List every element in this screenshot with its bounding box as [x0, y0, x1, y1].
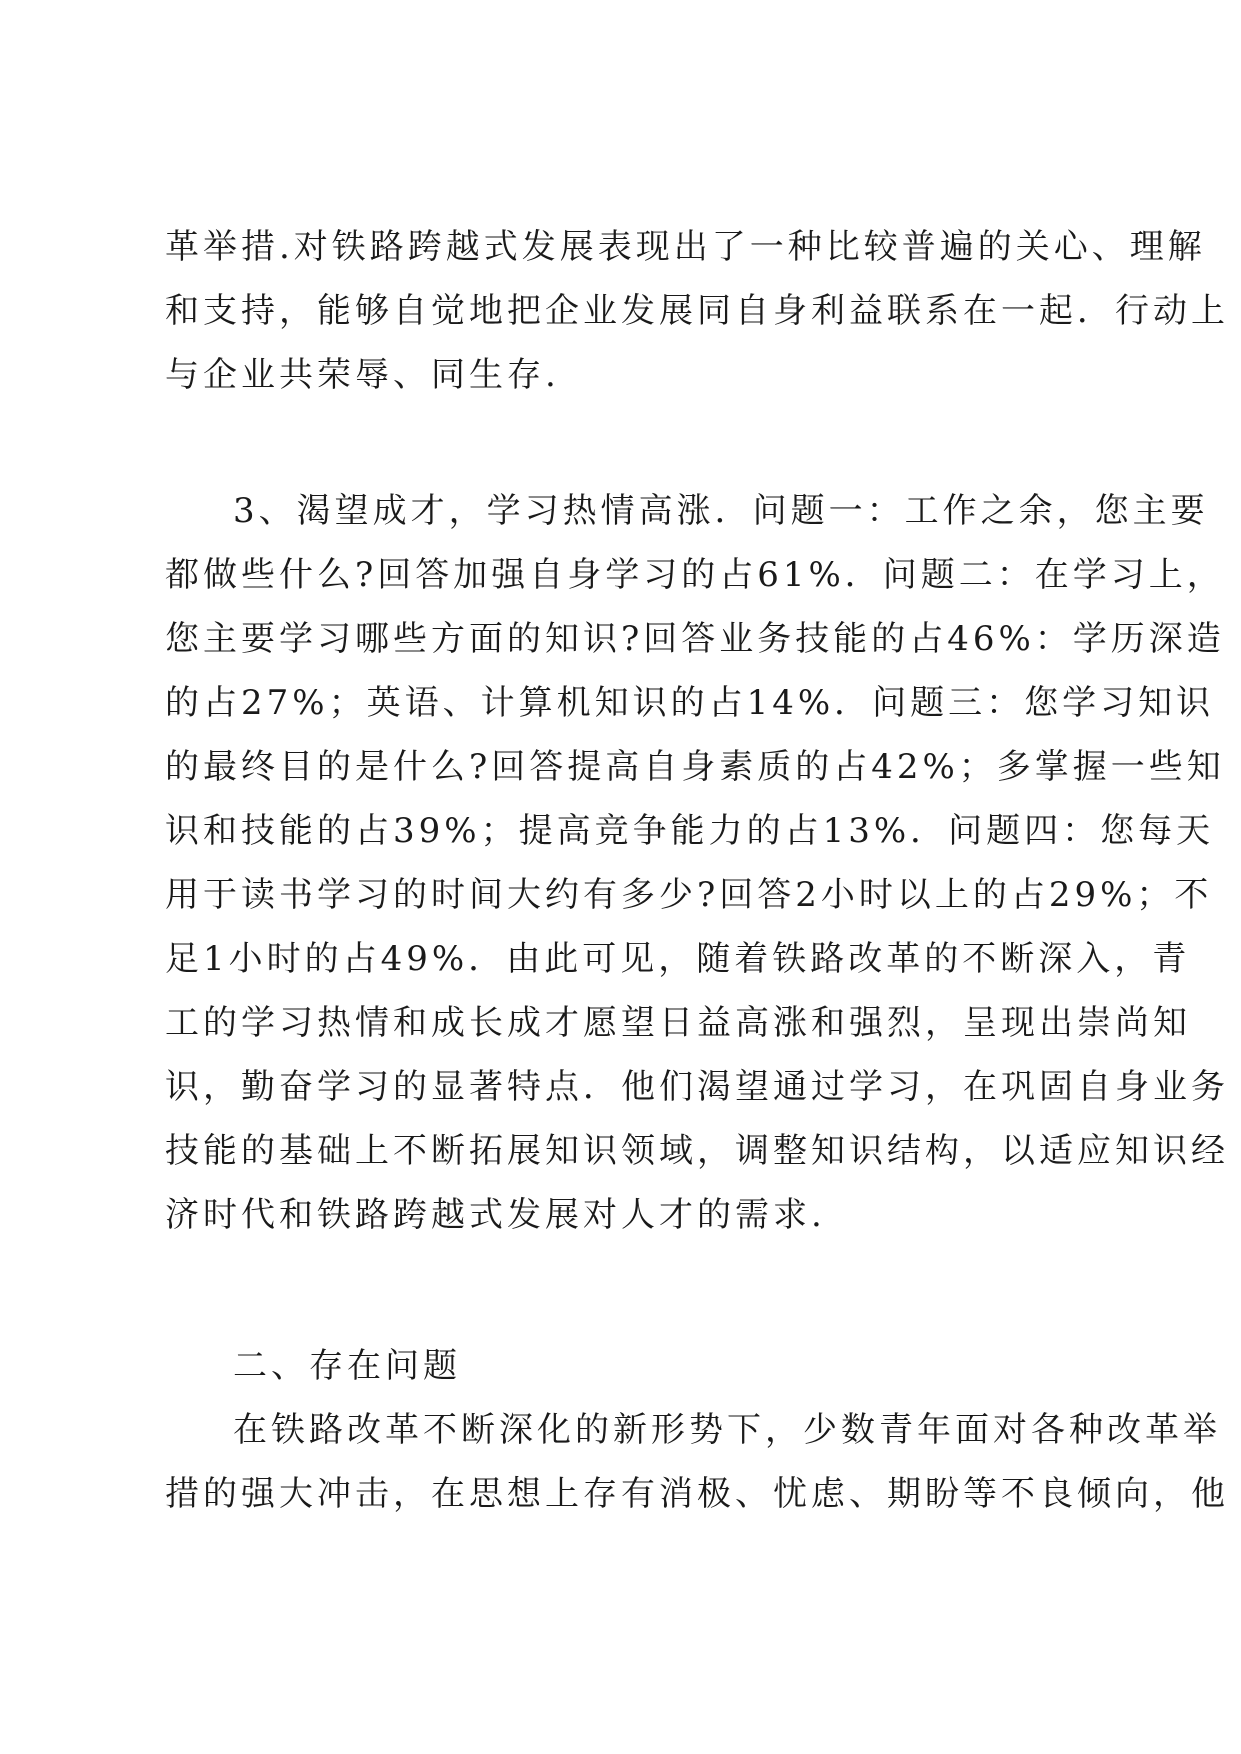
text-line: 3、渴望成才，学习热情高涨．问题一：工作之余，您主要 [233, 491, 1209, 531]
text-line: 的占27%；英语、计算机知识的占14%．问题三：您学习知识 [165, 683, 1215, 723]
text-line: 的最终目的是什么?回答提高自身素质的占42%；多掌握一些知 [165, 747, 1225, 787]
text-line: 用于读书学习的时间大约有多少?回答2小时以上的占29%；不 [165, 875, 1213, 915]
text-line: 革举措.对铁路跨越式发展表现出了一种比较普遍的关心、理解 [165, 227, 1206, 267]
text-line: 工的学习热情和成长成才愿望日益高涨和强烈，呈现出崇尚知 [165, 1003, 1191, 1043]
text-line: 识，勤奋学习的显著特点．他们渴望通过学习，在巩固自身业务 [165, 1067, 1229, 1107]
text-line: 在铁路改革不断深化的新形势下，少数青年面对各种改革举 [233, 1410, 1221, 1450]
text-line: 措的强大冲击，在思想上存有消极、忧虑、期盼等不良倾向，他 [165, 1474, 1229, 1514]
paragraph-learning-enthusiasm [165, 479, 1229, 1247]
text-line: 识和技能的占39%；提高竞争能力的占13%．问题四：您每天 [165, 811, 1215, 851]
text-line: 您主要学习哪些方面的知识?回答业务技能的占46%：学历深造 [165, 619, 1225, 659]
text-line: 都做些什么?回答加强自身学习的占61%．问题二：在学习上， [165, 555, 1225, 595]
paragraph-problems-intro [165, 1398, 1229, 1526]
paragraph-support-for-reform [165, 215, 1229, 407]
text-line: 济时代和铁路跨越式发展对人才的需求. [165, 1195, 826, 1235]
text-line: 足1小时的占49%．由此可见，随着铁路改革的不断深入，青 [165, 939, 1191, 979]
section-heading: 二、存在问题 [233, 1346, 461, 1386]
section-heading-existing-problems [165, 1334, 1100, 1398]
text-line: 和支持，能够自觉地把企业发展同自身利益联系在一起．行动上 [165, 291, 1229, 331]
text-line: 技能的基础上不断拓展知识领域，调整知识结构，以适应知识经 [165, 1131, 1229, 1171]
text-line: 与企业共荣辱、同生存. [165, 355, 560, 395]
